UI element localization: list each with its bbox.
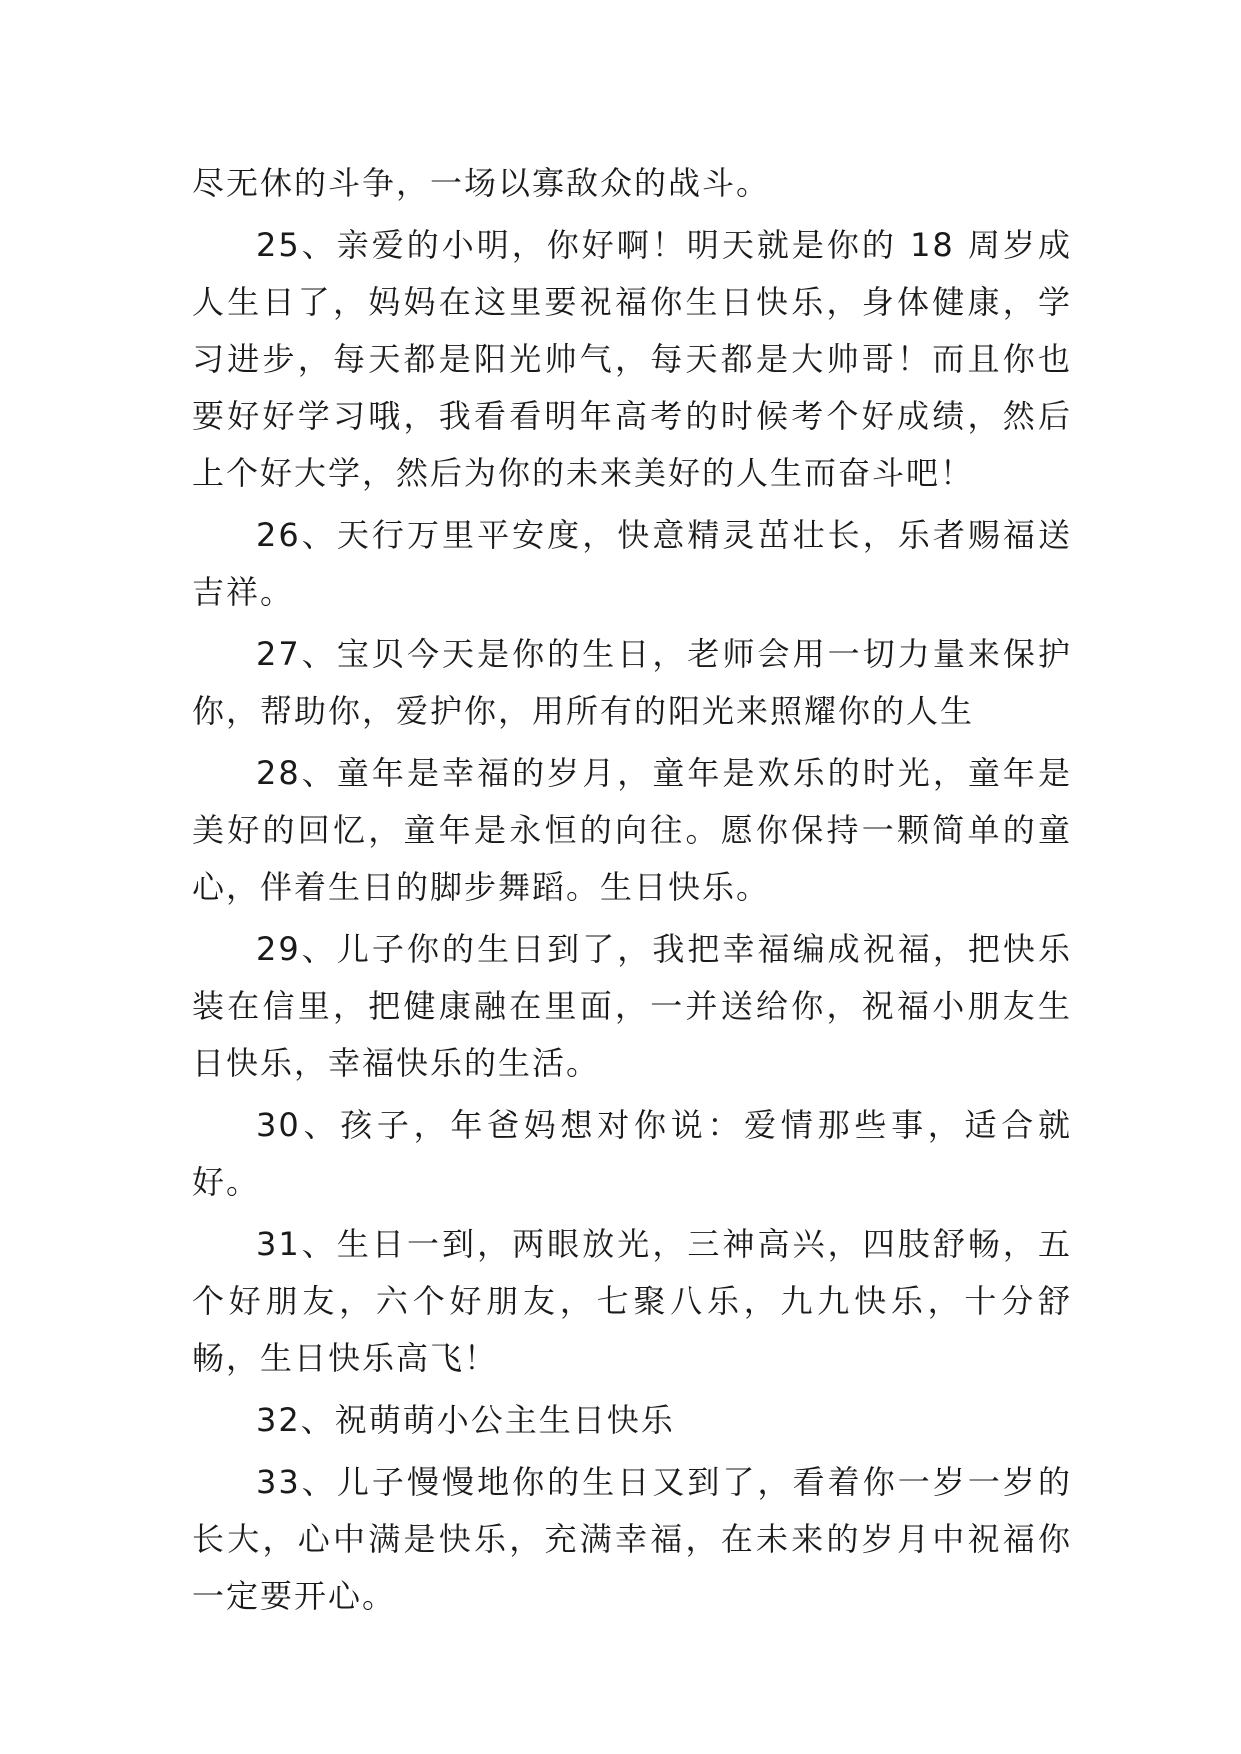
paragraph-continuation: 尽无休的斗争，一场以寡敌众的战斗。 [192,164,771,202]
paragraph-26: 26、天行万里平安度，快意精灵茁壮长，乐者赐福送吉祥。 [192,516,1072,611]
paragraph-32: 32、祝萌萌小公主生日快乐 [256,1401,675,1439]
paragraph-30: 30、孩子，年爸妈想对你说：爱情那些事，适合就好。 [192,1106,1072,1201]
paragraph-29: 29、儿子你的生日到了，我把幸福编成祝福，把快乐装在信里，把健康融在里面，一并送给你，祝福小朋友生日快乐，幸福快乐的生活。 [192,930,1072,1082]
paragraph-28: 28、童年是幸福的岁月，童年是欢乐的时光，童年是美好的回忆，童年是永恒的向往。愿你保持一颗简单的童心，伴着生日的脚步舞蹈。生日快乐。 [192,754,1072,906]
paragraph-31: 31、生日一到，两眼放光，三神高兴，四肢舒畅，五个好朋友，六个好朋友，七聚八乐，九九快乐，十分舒畅，生日快乐高飞！ [192,1225,1072,1377]
document-body [192,155,1072,1625]
paragraph-27: 27、宝贝今天是你的生日，老师会用一切力量来保护你，帮助你，爱护你，用所有的阳光来照耀你的人生 [192,635,1072,730]
paragraph-25: 25、亲爱的小明，你好啊！明天就是你的 18 周岁成人生日了，妈妈在这里要祝福你生日快乐，身体健康，学习进步，每天都是阳光帅气，每天都是大帅哥！而且你也要好好学习哦，我看看明年高考的时候考个好成绩，然后上个好大学，然后为你的未来美好的人生而奋斗吧！ [192,226,1072,492]
paragraph-33: 33、儿子慢慢地你的生日又到了，看着你一岁一岁的长大，心中满是快乐，充满幸福，在未来的岁月中祝福你一定要开心。 [192,1463,1072,1615]
